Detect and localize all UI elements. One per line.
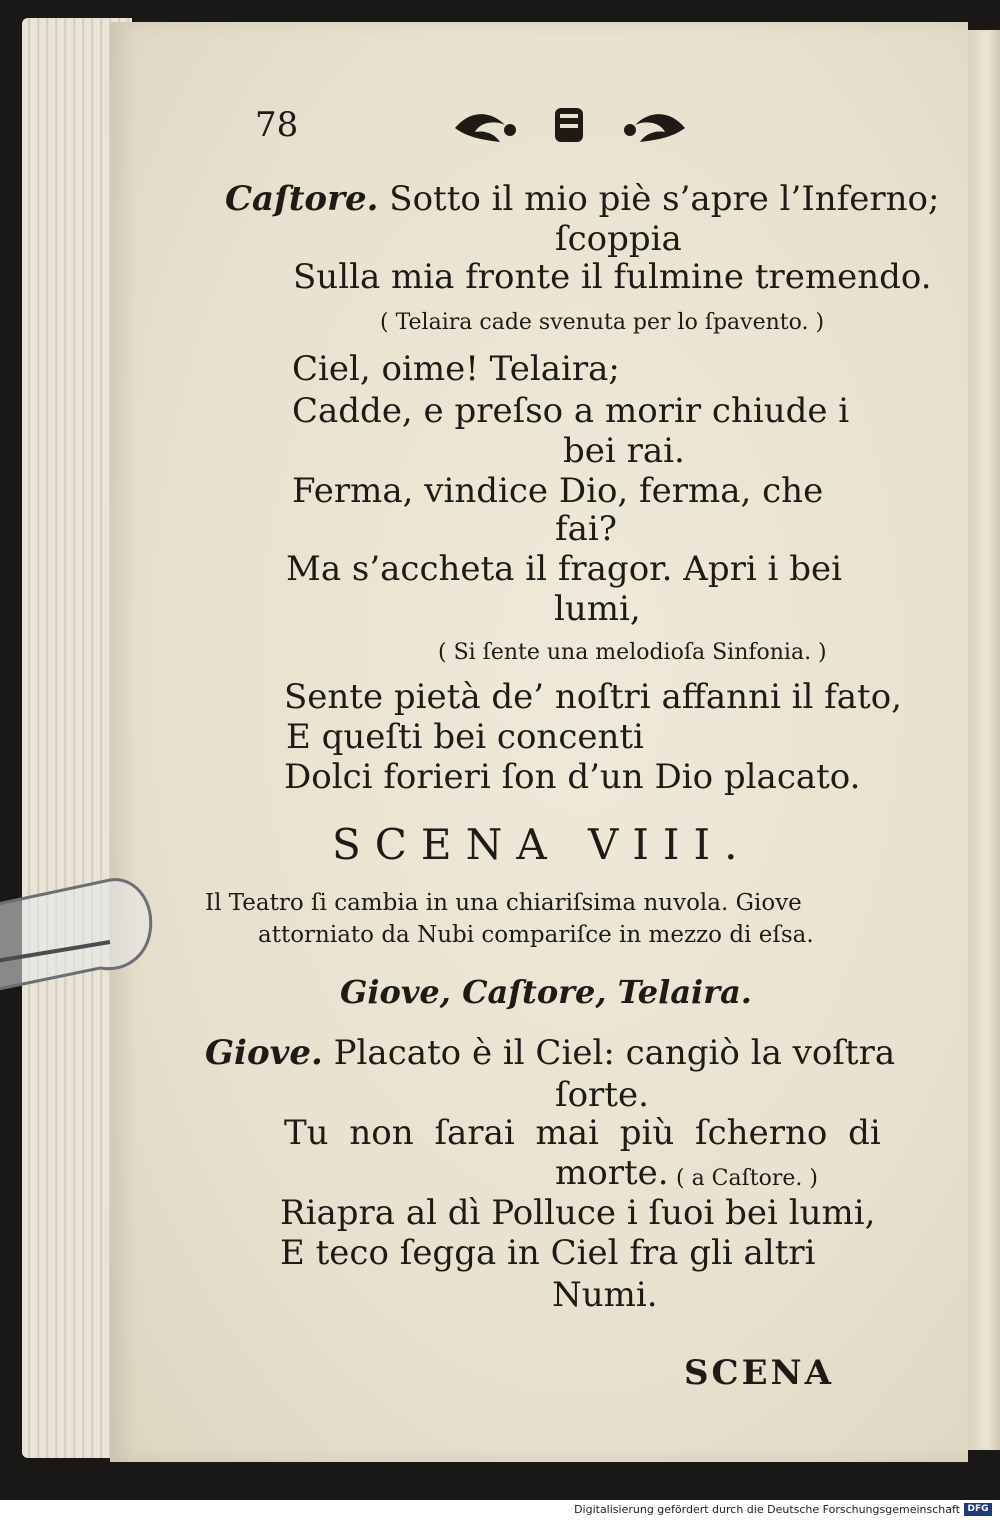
verse-text: Placato è il Ciel: cangiò la voſtra: [333, 1033, 896, 1073]
facing-page-edge: [968, 30, 1000, 1450]
verse-text: Sotto il mio piè s’apre l’Inferno;: [389, 179, 940, 219]
verse-line: ſorte.: [555, 1075, 649, 1115]
stage-direction-line: Il Teatro ſi cambia in una chiariſsima nuvola. Giove: [205, 890, 802, 916]
dfg-logo: DFG: [964, 1503, 992, 1516]
verse-line: bei rai.: [563, 431, 685, 471]
verse-line: Sulla mia fronte il fulmine tremendo.: [293, 257, 932, 297]
page-holder-clip: [0, 872, 190, 1002]
verse-line: Ma s’accheta il fragor. Apri i bei: [286, 549, 842, 589]
verse-line: Riapra al dì Polluce i ſuoi bei lumi,: [280, 1193, 876, 1233]
verse-line: Sente pietà de’ noſtri affanni il fato,: [284, 677, 902, 717]
verse-line: Ciel, oime! Telaira;: [292, 349, 620, 389]
footer-bar: [0, 1500, 1000, 1520]
verse-line: Ferma, vindice Dio, ferma, che: [292, 471, 824, 511]
verse-line: lumi,: [554, 589, 641, 629]
verse-line: Dolci forieri ſon d’un Dio placato.: [284, 757, 861, 797]
printer-ornament: [450, 100, 690, 150]
stage-direction: ( Telaira cade svenuta per lo ſpavento. ): [380, 310, 825, 335]
verse-line: morte.: [555, 1153, 669, 1193]
verse-line: Cadde, e preſso a morir chiude i: [292, 391, 850, 431]
character-list: Giove, Caſtore, Telaira.: [340, 973, 752, 1011]
scene-heading: SCENA VIII.: [332, 820, 752, 869]
stage-direction-line: attorniato da Nubi compariſce in mezzo di eſsa.: [258, 922, 814, 948]
verse-line: E teco ſegga in Ciel fra gli altri: [280, 1233, 816, 1273]
verse-line: E queſti bei concenti: [286, 717, 644, 757]
verse-line: fai?: [555, 509, 617, 549]
verse-line: Numi.: [552, 1275, 658, 1315]
page-number: 78: [255, 105, 299, 145]
catchword: SCENA: [684, 1353, 834, 1393]
stage-direction: ( a Caſtore. ): [676, 1166, 818, 1191]
speech-line: [205, 1033, 896, 1073]
verse-line: ſcoppia: [555, 219, 682, 259]
speaker-name: Giove.: [205, 1033, 323, 1073]
speech-line: [225, 179, 940, 219]
funding-credit: Digitalisierung gefördert durch die Deutsche Forschungsgemeinschaft: [574, 1503, 960, 1516]
verse-line: Tu non ſarai mai più ſcherno di: [284, 1113, 881, 1153]
speaker-name: Caſtore.: [225, 179, 379, 219]
stage-direction: ( Si ſente una melodioſa Sinfonia. ): [438, 640, 827, 665]
